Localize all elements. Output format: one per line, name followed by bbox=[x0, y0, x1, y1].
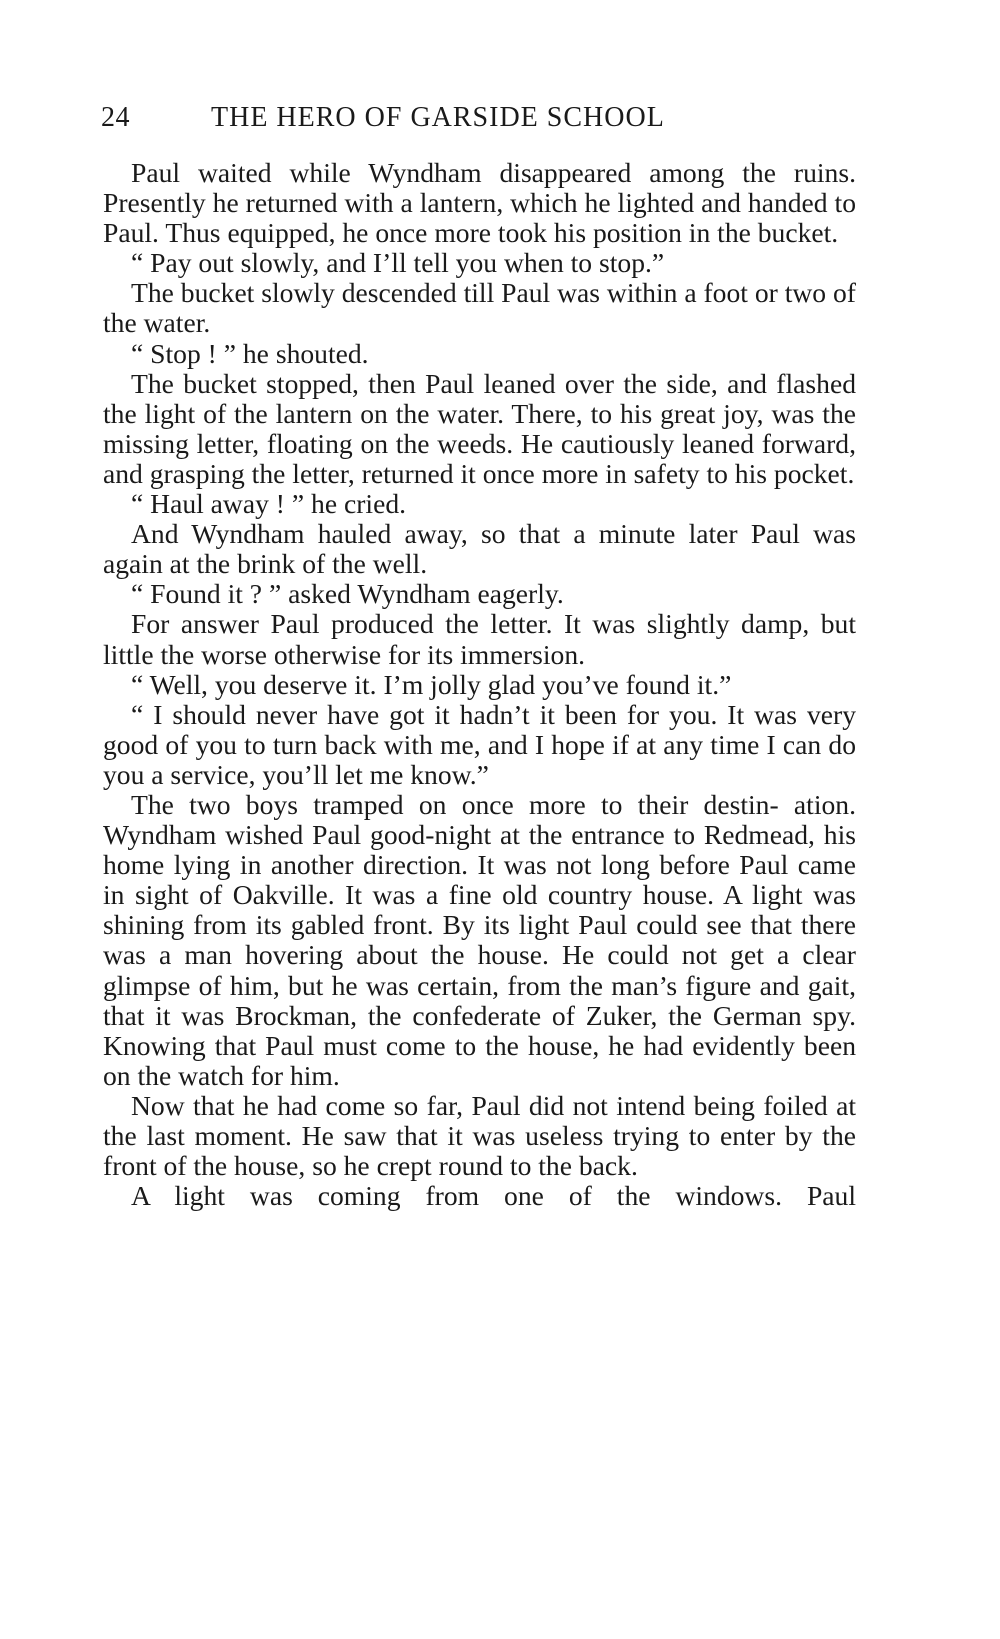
paragraph: For answer Paul produced the letter. It was slightly damp, but little the worse otherwise for its immersion. bbox=[103, 608, 856, 670]
paragraph: Now that he had come so far, Paul did not intend being foiled at the last moment. He saw that it was useless trying to enter by the front of the house, so he crept round to the back. bbox=[103, 1089, 856, 1182]
paragraph: And Wyndham hauled away, so that a minute later Paul was again at the brink of the well. bbox=[103, 518, 856, 580]
paragraph: “ Well, you deserve it. I’m jolly glad you’ve found it.” bbox=[131, 668, 732, 700]
paragraph: The two boys tramped on once more to their destin- ation. Wyndham wished Paul good-night at the entrance to Redmead, his home lying in another direction. It was not long before Paul came in sight of Oakville. It was a fine old country house. A light was shining from its gabled front. By its light Paul could see that there was a man hovering about the house. He could not get a clear glimpse of him, but he was certain, from the man’s figure and gait, that it was Brockman, the confederate of Zuker, the German spy. Knowing that Paul must come to the house, he had evidently been on the watch for him. bbox=[103, 788, 856, 1091]
paragraph: “ Haul away ! ” he cried. bbox=[131, 488, 407, 520]
paragraph: Paul waited while Wyndham disappeared among the ruins. Presently he returned with a lantern, which he lighted and handed to Paul. Thus equipped, he once more took his position in the bucket. bbox=[103, 157, 856, 249]
body-text bbox=[103, 158, 856, 1211]
paragraph: The bucket slowly descended till Paul was within a foot or two of the water. bbox=[103, 277, 856, 339]
page-number: 24 bbox=[101, 102, 130, 133]
paragraph: “ I should never have got it hadn’t it been for you. It was very good of you to turn back with me, and I hope if at any time I can do you a service, you’ll let me know.” bbox=[103, 698, 856, 790]
paragraph: “ Found it ? ” asked Wyndham eagerly. bbox=[131, 578, 564, 610]
paragraph-continued: A light was coming from one of the windows. Paul bbox=[131, 1180, 856, 1212]
paragraph: “ Pay out slowly, and I’ll tell you when to stop.” bbox=[131, 247, 665, 279]
paragraph: The bucket stopped, then Paul leaned over the side, and flashed the light of the lantern on the water. There, to his great joy, was the missing letter, floating on the weeds. He cautiously leaned forward, and grasping the letter, returned it once more in safety to his pocket. bbox=[103, 367, 856, 489]
page-header bbox=[101, 98, 861, 138]
running-head-title: THE HERO OF GARSIDE SCHOOL bbox=[211, 102, 665, 133]
paragraph: “ Stop ! ” he shouted. bbox=[131, 337, 369, 369]
